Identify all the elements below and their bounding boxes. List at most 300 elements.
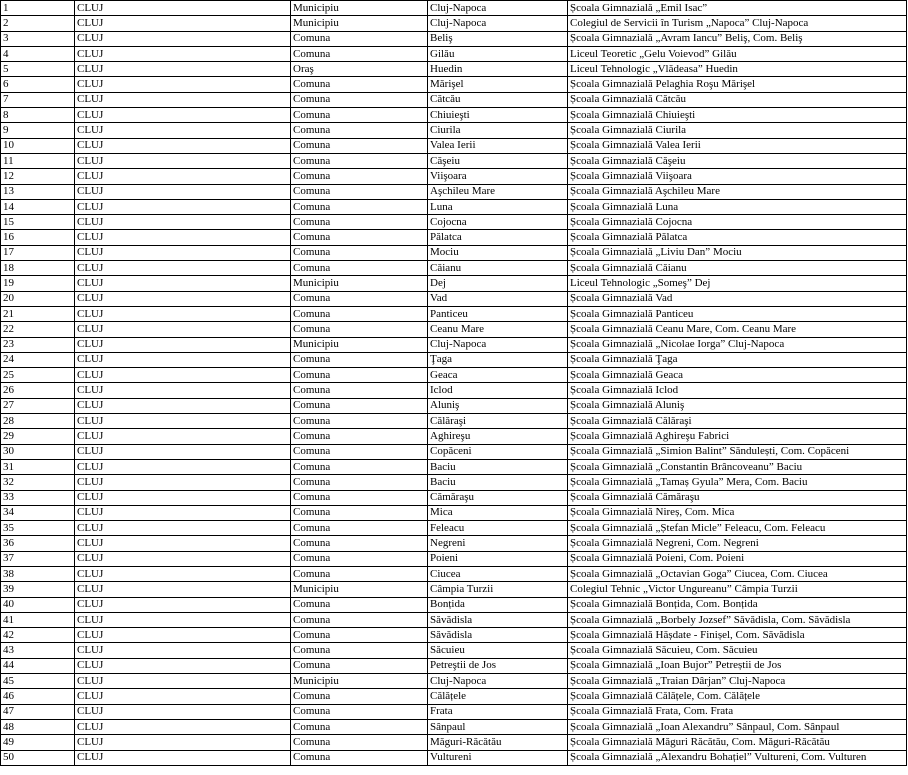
school-name-cell: Școala Gimnazială „Liviu Dan” Mociu (568, 245, 907, 260)
locality-type-cell: Oraş (291, 62, 428, 77)
school-name-cell: Școala Gimnazială Luna (568, 199, 907, 214)
school-name-cell: Școala Gimnazială Căianu (568, 261, 907, 276)
locality-cell: Bonțida (428, 597, 568, 612)
county-cell: CLUJ (75, 62, 291, 77)
county-cell: CLUJ (75, 735, 291, 750)
row-number-cell: 39 (1, 582, 75, 597)
school-name-cell: Școala Gimnazială „Simion Balint” Săndulești, Com. Copăceni (568, 444, 907, 459)
locality-type-cell: Comuna (291, 261, 428, 276)
school-name-cell: Liceul Tehnologic „Someş” Dej (568, 276, 907, 291)
school-name-cell: Școala Gimnazială Ceanu Mare, Com. Ceanu Mare (568, 322, 907, 337)
school-name-cell: Școala Gimnazială Negreni, Com. Negreni (568, 536, 907, 551)
locality-cell: Cojocna (428, 215, 568, 230)
table-row (1, 674, 907, 689)
locality-type-cell: Comuna (291, 505, 428, 520)
locality-type-cell: Comuna (291, 77, 428, 92)
locality-cell: Căianu (428, 261, 568, 276)
table-row (1, 199, 907, 214)
table-row (1, 184, 907, 199)
table-row (1, 1, 907, 16)
school-name-cell: Liceul Tehnologic „Vlădeasa” Huedin (568, 62, 907, 77)
county-cell: CLUJ (75, 77, 291, 92)
school-name-cell: Școala Gimnazială Căşeiu (568, 153, 907, 168)
locality-type-cell: Comuna (291, 92, 428, 107)
locality-type-cell: Comuna (291, 521, 428, 536)
locality-cell: Beliş (428, 31, 568, 46)
row-number-cell: 32 (1, 475, 75, 490)
locality-type-cell: Comuna (291, 689, 428, 704)
row-number-cell: 22 (1, 322, 75, 337)
county-cell: CLUJ (75, 551, 291, 566)
row-number-cell: 35 (1, 521, 75, 536)
locality-cell: Luna (428, 199, 568, 214)
row-number-cell: 13 (1, 184, 75, 199)
table-row (1, 169, 907, 184)
locality-type-cell: Comuna (291, 414, 428, 429)
table-row (1, 368, 907, 383)
county-cell: CLUJ (75, 322, 291, 337)
locality-cell: Iclod (428, 383, 568, 398)
table-row (1, 108, 907, 123)
locality-cell: Baciu (428, 459, 568, 474)
county-cell: CLUJ (75, 521, 291, 536)
table-row (1, 444, 907, 459)
table-row (1, 77, 907, 92)
county-cell: CLUJ (75, 306, 291, 321)
locality-cell: Copăceni (428, 444, 568, 459)
county-cell: CLUJ (75, 199, 291, 214)
locality-type-cell: Comuna (291, 398, 428, 413)
locality-type-cell: Comuna (291, 459, 428, 474)
row-number-cell: 42 (1, 628, 75, 643)
table-row (1, 505, 907, 520)
table-row (1, 322, 907, 337)
school-name-cell: Școala Gimnazială Cojocna (568, 215, 907, 230)
locality-cell: Aluniş (428, 398, 568, 413)
locality-cell: Feleacu (428, 521, 568, 536)
county-cell: CLUJ (75, 414, 291, 429)
row-number-cell: 48 (1, 719, 75, 734)
table-row (1, 337, 907, 352)
school-name-cell: Școala Gimnazială Geaca (568, 368, 907, 383)
school-name-cell: Liceul Teoretic „Gelu Voievod” Gilău (568, 46, 907, 61)
county-cell: CLUJ (75, 597, 291, 612)
county-cell: CLUJ (75, 383, 291, 398)
school-name-cell: Școala Gimnazială Pălatca (568, 230, 907, 245)
county-cell: CLUJ (75, 215, 291, 230)
table-row (1, 689, 907, 704)
table-row (1, 536, 907, 551)
locality-cell: Măguri-Răcătău (428, 735, 568, 750)
row-number-cell: 24 (1, 352, 75, 367)
locality-cell: Petreştii de Jos (428, 658, 568, 673)
locality-cell: Cămăraşu (428, 490, 568, 505)
table-row (1, 566, 907, 581)
row-number-cell: 47 (1, 704, 75, 719)
row-number-cell: 1 (1, 1, 75, 16)
locality-type-cell: Municipiu (291, 276, 428, 291)
table-row (1, 628, 907, 643)
locality-type-cell: Municipiu (291, 16, 428, 31)
table-row (1, 138, 907, 153)
county-cell: CLUJ (75, 261, 291, 276)
locality-cell: Vad (428, 291, 568, 306)
table-row (1, 153, 907, 168)
locality-type-cell: Comuna (291, 597, 428, 612)
table-row (1, 352, 907, 367)
table-row (1, 92, 907, 107)
locality-type-cell: Comuna (291, 551, 428, 566)
locality-type-cell: Comuna (291, 643, 428, 658)
county-cell: CLUJ (75, 719, 291, 734)
county-cell: CLUJ (75, 689, 291, 704)
row-number-cell: 6 (1, 77, 75, 92)
locality-type-cell: Comuna (291, 46, 428, 61)
locality-cell: Săvădisla (428, 628, 568, 643)
row-number-cell: 27 (1, 398, 75, 413)
row-number-cell: 26 (1, 383, 75, 398)
row-number-cell: 14 (1, 199, 75, 214)
row-number-cell: 17 (1, 245, 75, 260)
county-cell: CLUJ (75, 368, 291, 383)
locality-type-cell: Comuna (291, 31, 428, 46)
school-name-cell: Școala Gimnazială „Traian Dârjan” Cluj-Napoca (568, 674, 907, 689)
row-number-cell: 34 (1, 505, 75, 520)
county-cell: CLUJ (75, 291, 291, 306)
school-name-cell: Școala Gimnazială „Avram Iancu” Beliş, Com. Beliş (568, 31, 907, 46)
table-row (1, 643, 907, 658)
county-cell: CLUJ (75, 750, 291, 765)
table-row (1, 429, 907, 444)
locality-cell: Geaca (428, 368, 568, 383)
school-name-cell: Școala Gimnazială Bonțida, Com. Bonțida (568, 597, 907, 612)
table-row (1, 31, 907, 46)
county-cell: CLUJ (75, 123, 291, 138)
county-cell: CLUJ (75, 138, 291, 153)
school-name-cell: Școala Gimnazială „Ștefan Micle” Feleacu, Com. Feleacu (568, 521, 907, 536)
school-name-cell: Școala Gimnazială „Ioan Bujor” Petreștii de Jos (568, 658, 907, 673)
table-row (1, 46, 907, 61)
table-row (1, 306, 907, 321)
county-cell: CLUJ (75, 643, 291, 658)
school-name-cell: Școala Gimnazială „Tamaș Gyula” Mera, Com. Baciu (568, 475, 907, 490)
locality-cell: Călăraşi (428, 414, 568, 429)
county-cell: CLUJ (75, 31, 291, 46)
locality-cell: Cluj-Napoca (428, 1, 568, 16)
locality-cell: Gilău (428, 46, 568, 61)
school-name-cell: Școala Gimnazială Chiuieşti (568, 108, 907, 123)
locality-cell: Ţaga (428, 352, 568, 367)
county-cell: CLUJ (75, 337, 291, 352)
county-cell: CLUJ (75, 92, 291, 107)
locality-type-cell: Municipiu (291, 582, 428, 597)
locality-cell: Mărişel (428, 77, 568, 92)
row-number-cell: 30 (1, 444, 75, 459)
locality-cell: Ciucea (428, 566, 568, 581)
county-cell: CLUJ (75, 429, 291, 444)
school-name-cell: Colegiul Tehnic „Victor Ungureanu” Câmpia Turzii (568, 582, 907, 597)
school-name-cell: Școala Gimnazială Săcuieu, Com. Săcuieu (568, 643, 907, 658)
row-number-cell: 38 (1, 566, 75, 581)
school-name-cell: Școala Gimnazială Măguri Răcătău, Com. Măguri-Răcătău (568, 735, 907, 750)
row-number-cell: 29 (1, 429, 75, 444)
table-row (1, 123, 907, 138)
locality-cell: Săvădisla (428, 612, 568, 627)
school-name-cell: Școala Gimnazială Frata, Com. Frata (568, 704, 907, 719)
row-number-cell: 40 (1, 597, 75, 612)
locality-cell: Chiuieşti (428, 108, 568, 123)
table-row (1, 276, 907, 291)
locality-type-cell: Comuna (291, 719, 428, 734)
county-cell: CLUJ (75, 46, 291, 61)
table-row (1, 521, 907, 536)
school-name-cell: Școala Gimnazială „Nicolae Iorga” Cluj-Napoca (568, 337, 907, 352)
row-number-cell: 44 (1, 658, 75, 673)
row-number-cell: 37 (1, 551, 75, 566)
table-row (1, 245, 907, 260)
locality-type-cell: Comuna (291, 475, 428, 490)
locality-cell: Aghireşu (428, 429, 568, 444)
county-cell: CLUJ (75, 658, 291, 673)
locality-type-cell: Municipiu (291, 1, 428, 16)
locality-cell: Dej (428, 276, 568, 291)
row-number-cell: 12 (1, 169, 75, 184)
locality-cell: Huedin (428, 62, 568, 77)
locality-cell: Frata (428, 704, 568, 719)
table-row (1, 490, 907, 505)
table-row (1, 215, 907, 230)
school-name-cell: Școala Gimnazială Aşchileu Mare (568, 184, 907, 199)
locality-type-cell: Comuna (291, 750, 428, 765)
locality-type-cell: Comuna (291, 291, 428, 306)
row-number-cell: 43 (1, 643, 75, 658)
county-cell: CLUJ (75, 566, 291, 581)
row-number-cell: 33 (1, 490, 75, 505)
locality-type-cell: Comuna (291, 153, 428, 168)
table-row (1, 230, 907, 245)
locality-type-cell: Municipiu (291, 674, 428, 689)
row-number-cell: 15 (1, 215, 75, 230)
school-name-cell: Școala Gimnazială „Constantin Brâncoveanu” Baciu (568, 459, 907, 474)
table-row (1, 383, 907, 398)
school-name-cell: Școala Gimnazială Panticeu (568, 306, 907, 321)
row-number-cell: 25 (1, 368, 75, 383)
county-cell: CLUJ (75, 459, 291, 474)
locality-type-cell: Comuna (291, 368, 428, 383)
county-cell: CLUJ (75, 16, 291, 31)
locality-type-cell: Comuna (291, 199, 428, 214)
table-row (1, 719, 907, 734)
county-cell: CLUJ (75, 475, 291, 490)
locality-type-cell: Comuna (291, 322, 428, 337)
locality-cell: Sânpaul (428, 719, 568, 734)
locality-cell: Cluj-Napoca (428, 674, 568, 689)
county-cell: CLUJ (75, 536, 291, 551)
county-cell: CLUJ (75, 444, 291, 459)
locality-type-cell: Comuna (291, 536, 428, 551)
school-name-cell: Școala Gimnazială Ciurila (568, 123, 907, 138)
locality-cell: Câmpia Turzii (428, 582, 568, 597)
county-cell: CLUJ (75, 704, 291, 719)
locality-cell: Mociu (428, 245, 568, 260)
county-cell: CLUJ (75, 582, 291, 597)
row-number-cell: 10 (1, 138, 75, 153)
locality-type-cell: Comuna (291, 566, 428, 581)
school-name-cell: Școala Gimnazială Poieni, Com. Poieni (568, 551, 907, 566)
school-name-cell: Colegiul de Servicii în Turism „Napoca” Cluj-Napoca (568, 16, 907, 31)
row-number-cell: 7 (1, 92, 75, 107)
table-row (1, 597, 907, 612)
locality-type-cell: Comuna (291, 628, 428, 643)
row-number-cell: 2 (1, 16, 75, 31)
table-row (1, 398, 907, 413)
locality-cell: Viişoara (428, 169, 568, 184)
table-row (1, 475, 907, 490)
table-row (1, 612, 907, 627)
row-number-cell: 31 (1, 459, 75, 474)
locality-cell: Vultureni (428, 750, 568, 765)
locality-type-cell: Comuna (291, 169, 428, 184)
table-row (1, 704, 907, 719)
row-number-cell: 18 (1, 261, 75, 276)
locality-cell: Cluj-Napoca (428, 337, 568, 352)
county-cell: CLUJ (75, 276, 291, 291)
row-number-cell: 46 (1, 689, 75, 704)
school-name-cell: Școala Gimnazială Cămăraşu (568, 490, 907, 505)
locality-type-cell: Comuna (291, 704, 428, 719)
county-cell: CLUJ (75, 628, 291, 643)
table-row (1, 62, 907, 77)
table-row (1, 16, 907, 31)
locality-type-cell: Comuna (291, 245, 428, 260)
row-number-cell: 19 (1, 276, 75, 291)
table-row (1, 291, 907, 306)
locality-cell: Pălatca (428, 230, 568, 245)
locality-type-cell: Comuna (291, 138, 428, 153)
row-number-cell: 5 (1, 62, 75, 77)
row-number-cell: 36 (1, 536, 75, 551)
table-row (1, 582, 907, 597)
county-cell: CLUJ (75, 230, 291, 245)
locality-cell: Călățele (428, 689, 568, 704)
row-number-cell: 9 (1, 123, 75, 138)
locality-cell: Panticeu (428, 306, 568, 321)
locality-cell: Aşchileu Mare (428, 184, 568, 199)
school-name-cell: Școala Gimnazială „Octavian Goga” Ciucea, Com. Ciucea (568, 566, 907, 581)
county-cell: CLUJ (75, 490, 291, 505)
locality-type-cell: Comuna (291, 490, 428, 505)
school-name-cell: Școala Gimnazială Viişoara (568, 169, 907, 184)
locality-type-cell: Comuna (291, 230, 428, 245)
row-number-cell: 23 (1, 337, 75, 352)
county-cell: CLUJ (75, 153, 291, 168)
school-name-cell: Școala Gimnazială „Alexandru Bohațiel” Vultureni, Com. Vulturen (568, 750, 907, 765)
school-name-cell: Școala Gimnazială Nireș, Com. Mica (568, 505, 907, 520)
school-name-cell: Școala Gimnazială Cătcău (568, 92, 907, 107)
locality-type-cell: Comuna (291, 444, 428, 459)
school-name-cell: Școala Gimnazială „Ioan Alexandru” Sânpaul, Com. Sânpaul (568, 719, 907, 734)
row-number-cell: 20 (1, 291, 75, 306)
locality-type-cell: Comuna (291, 735, 428, 750)
school-name-cell: Școala Gimnazială „Borbely Jozsef” Săvădisla, Com. Săvădisla (568, 612, 907, 627)
school-name-cell: Școala Gimnazială Hășdate - Finișel, Com. Săvădisla (568, 628, 907, 643)
school-name-cell: Școala Gimnazială Aghireşu Fabrici (568, 429, 907, 444)
locality-cell: Negreni (428, 536, 568, 551)
locality-type-cell: Comuna (291, 352, 428, 367)
locality-type-cell: Comuna (291, 306, 428, 321)
school-name-cell: Școala Gimnazială Călăraşi (568, 414, 907, 429)
row-number-cell: 45 (1, 674, 75, 689)
locality-type-cell: Comuna (291, 658, 428, 673)
locality-cell: Poieni (428, 551, 568, 566)
locality-cell: Mica (428, 505, 568, 520)
locality-cell: Baciu (428, 475, 568, 490)
county-cell: CLUJ (75, 169, 291, 184)
county-cell: CLUJ (75, 184, 291, 199)
county-cell: CLUJ (75, 674, 291, 689)
locality-type-cell: Comuna (291, 108, 428, 123)
county-cell: CLUJ (75, 245, 291, 260)
row-number-cell: 21 (1, 306, 75, 321)
row-number-cell: 41 (1, 612, 75, 627)
county-cell: CLUJ (75, 505, 291, 520)
locality-cell: Ciurila (428, 123, 568, 138)
locality-type-cell: Municipiu (291, 337, 428, 352)
county-cell: CLUJ (75, 108, 291, 123)
locality-type-cell: Comuna (291, 612, 428, 627)
row-number-cell: 4 (1, 46, 75, 61)
table-row (1, 750, 907, 765)
table-body (1, 1, 907, 766)
table-row (1, 735, 907, 750)
locality-type-cell: Comuna (291, 383, 428, 398)
table-row (1, 414, 907, 429)
row-number-cell: 11 (1, 153, 75, 168)
school-name-cell: Școala Gimnazială Ţaga (568, 352, 907, 367)
county-cell: CLUJ (75, 612, 291, 627)
table-row (1, 459, 907, 474)
school-name-cell: Școala Gimnazială Aluniş (568, 398, 907, 413)
locality-cell: Săcuieu (428, 643, 568, 658)
school-name-cell: Școala Gimnazială „Emil Isac” (568, 1, 907, 16)
school-name-cell: Școala Gimnazială Iclod (568, 383, 907, 398)
row-number-cell: 8 (1, 108, 75, 123)
locality-type-cell: Comuna (291, 184, 428, 199)
table-row (1, 658, 907, 673)
row-number-cell: 49 (1, 735, 75, 750)
locality-type-cell: Comuna (291, 429, 428, 444)
school-name-cell: Școala Gimnazială Valea Ierii (568, 138, 907, 153)
row-number-cell: 28 (1, 414, 75, 429)
county-cell: CLUJ (75, 398, 291, 413)
locality-cell: Cluj-Napoca (428, 16, 568, 31)
locality-cell: Valea Ierii (428, 138, 568, 153)
locality-cell: Cătcău (428, 92, 568, 107)
county-cell: CLUJ (75, 1, 291, 16)
row-number-cell: 3 (1, 31, 75, 46)
locality-type-cell: Comuna (291, 215, 428, 230)
school-name-cell: Școala Gimnazială Călățele, Com. Călățele (568, 689, 907, 704)
row-number-cell: 16 (1, 230, 75, 245)
school-name-cell: Școala Gimnazială Pelaghia Roşu Mărişel (568, 77, 907, 92)
table-row (1, 551, 907, 566)
school-name-cell: Școala Gimnazială Vad (568, 291, 907, 306)
county-cell: CLUJ (75, 352, 291, 367)
locality-cell: Ceanu Mare (428, 322, 568, 337)
table-row (1, 261, 907, 276)
locality-type-cell: Comuna (291, 123, 428, 138)
locality-cell: Căşeiu (428, 153, 568, 168)
